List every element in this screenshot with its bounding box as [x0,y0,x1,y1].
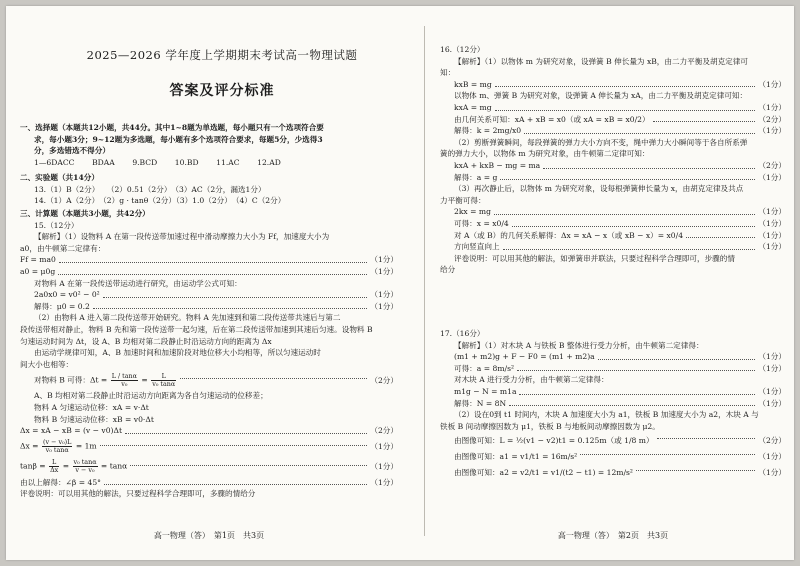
choice-answer: 12.AD [257,157,281,167]
q16-equation: 解得：a = g （1分） [454,172,786,182]
section-choice [20,122,398,168]
q15-equation: 对物料 B 可得：Δt = $\frac{L / \tan\alpha}{\text{v₀}}$ = $\frac{L}{\text{v₀ tanα}}$ （2分） [34,371,398,388]
page-divider [424,26,425,536]
question-15-heading: 15.（12分） [34,220,79,230]
q15-paragraph: a0，由牛顿第二定律有： [20,243,106,253]
q15-equation: Ff = ma0 （1分） [20,255,398,265]
q15-paragraph: 【解析】（1）设物料 A 在第一段传送带加速过程中滑动摩擦力大小为 Ff，加速度大小为 [34,232,330,242]
section-experiment [20,172,398,207]
answer-13: 13.（1）B（2分） （2）0.51（2分） （3）AC（2分，漏选1分） [34,184,266,194]
q15-equation: a0 = μ0g （1分） [20,266,398,276]
q15-paragraph: 段传送带相对静止，物料 B 先和第一段传送带一起匀速，后在第二段传送带加速到其速后匀速。设物料 B [20,324,373,334]
q16-equation: kxA = mg （1分） [454,102,786,112]
right-page [440,6,786,560]
section3-heading: 三、计算题（本题共3小题，共42分） [20,209,150,218]
grading-note: 给分 [440,265,456,275]
q15-paragraph: 对物料 A 在第一段传送带运动进行研究，由运动学公式可知： [34,278,242,288]
q17-paragraph: 【解析】（1）对木块 A 与铁板 B 整体进行受力分析，由牛顿第二定律得： [454,340,704,350]
grading-note: 评卷说明：可以用其他的解法，只要过程科学合理即可，多骤的情给分 [20,489,256,499]
choice-answer: 1—6DACC [34,157,75,167]
q15-equation: tanβ = $\frac{L}{\Delta x}$ = $\frac{\text{v₀ tanα}}{\text{v − v₀}}$ = tanα （1分） [20,458,398,475]
q15-equation: 由以上解得：∠β = 45° （1分） [20,477,398,487]
answer-sheet [6,6,794,560]
q16-paragraph: 力平衡可得： [440,195,486,205]
choice-answer: 11.AC [216,157,240,167]
q16-equation: 2kx = mg （1分） [454,207,786,217]
q17-equation: 由图像可知：L = ½(v1 − v2)t1 = 0.125m（或 1/8 m） （2分） [454,435,786,445]
left-page [20,6,398,560]
grading-note: 评卷说明：可以用其他的解法，如弹簧串并联法，只要过程科学合理即可，步骤的情 [454,253,735,263]
question-16-heading: 16.（12分） [440,45,485,54]
section2-heading: 二、实验题（共14分） [20,173,99,182]
q15-paragraph: 间大小也相等： [20,359,74,369]
q17-equation: (m1 + m2)g + F − F0 = (m1 + m2)a （1分） [454,352,786,362]
q15-paragraph: （2）由物料 A 进入第二段传送带开始研究。物料 A 先加速到和第二段传送带共速后与第二 [34,313,341,323]
q16-paragraph: 【解析】（1）以物体 m 为研究对象，设弹簧 B 伸长量为 xB，由二力平衡及胡克定律可 [454,56,748,66]
q15-equation: 解得：μ0 = 0.2 （1分） [34,301,398,311]
q17-paragraph: 铁板 B 间动摩擦因数为 μ1，铁板 B 与地板间动摩擦因数为 μ2。 [440,421,660,431]
q15-paragraph: 物料 B 匀速运动位移：xB = v0·Δt [34,414,154,424]
choice-answer: BDAA [92,157,115,167]
q16-paragraph: 以物体 m、弹簧 B 为研究对象，设弹簧 A 伸长量为 xA，由二力平衡及胡克定律可知： [454,91,748,101]
q16-paragraph: 知： [440,68,456,78]
answer-key-title: 答案及评分标准 [169,83,275,99]
question-17-heading: 17.（16分） [440,329,485,338]
q16-equation: kxA + kxB − mg = ma （2分） [454,160,786,170]
q16-paragraph: 簧的弹力大小，以物体 m 为研究对象，由牛顿第二定律可知： [440,149,650,159]
section1-heading-cont1: 求，每小题3分；9~12题为多选题，每小题有多个选项符合要求，每题5分，少选得3 [34,134,323,144]
q17-equation: 由图像可知：a1 = v1/t1 = 16m/s² （1分） [454,451,786,461]
q15-equation: Δx = xA − xB = (v − v0)Δt （2分） [20,426,398,436]
question-16 [440,44,786,276]
choice-answers [20,157,398,169]
q16-equation: 可得：x = x0/4 （1分） [454,218,786,228]
q15-equation: 2a0x0 = v0² − 0² （1分） [34,290,398,300]
section1-heading: 一、选择题（本题共12小题，共44分。其中1~8题为单选题，每小题只有一个选项符合要 [20,123,324,132]
q16-equation: 由几何关系可知：xA + xB = x0（或 xA = xB = x0/2） （2分） [454,114,786,124]
question-17 [440,328,786,480]
q17-equation: 由图像可知：a2 = v2/t1 = v1/(t2 − t1) = 12m/s² （1分） [454,467,786,477]
q17-paragraph: （2）设在0到 t1 时间内，木块 A 加速度大小为 a1，铁板 B 加速度大小为 a2，木块 A 与 [454,410,759,420]
q15-paragraph: 物料 A 匀速运动位移：xA = v·Δt [34,402,149,412]
q16-equation: 方向竖直向上 （1分） [454,242,786,252]
q16-equation: kxB = mg （1分） [454,79,786,89]
section-calculation [20,208,398,500]
choice-answer: 9.BCD [132,157,158,167]
q16-equation: 对 A（或 B）的几何关系解得：Δx = xA − x（或 xB − x）= x0/4 （1分） [454,230,786,240]
q16-equation: 解得：k = 2mg/x0 （1分） [454,126,786,136]
page-footer-2: 高一物理（答） 第2页 共3页 [557,531,669,540]
answer-14: 14.（1）A（2分） （2）g · tanθ（2分）（3）1.0（2分） （4）C（2分） [34,196,286,206]
q17-equation: 解得：N = 8N （1分） [454,398,786,408]
q16-paragraph: （2）剪断弹簧瞬间，每段弹簧的弹力大小方向不变，绳中弹力大小瞬间等于各自所系弹 [454,137,748,147]
q17-equation: 可得：a = 8m/s² （1分） [454,363,786,373]
q15-paragraph: 匀速运动时间为 Δt，设 A、B 均相对第二段静止时沿运动方向的距离为 Δx [20,336,272,346]
section1-heading-cont2: 分，多选错选不得分） [34,146,110,156]
q17-paragraph: 对木块 A 进行受力分析，由牛顿第二定律得： [454,375,609,385]
exam-title: 2025—2026 学年度上学期期末考试高一物理试题 [86,48,358,62]
choice-answer: 10.BD [174,157,199,167]
q15-equation: Δx = $\frac{\text{(v − v₀)L}}{\text{v₀ tanα}}$ = 1m （1分） [20,438,398,455]
q16-paragraph: （3）再次静止后，以物体 m 为研究对象，设每根弹簧伸长量为 x，由胡克定律及共点 [454,184,744,194]
q15-paragraph: A、B 均相对第二段静止时沿运动方向距离为各自匀速运动的位移差； [34,391,268,401]
q17-equation: m1g − N = m1a （1分） [454,386,786,396]
page-footer-1: 高一物理（答） 第1页 共3页 [153,531,265,540]
q15-paragraph: 由运动学规律可知，A、B 加速时间和加速阶段对地位移大小均相等，所以匀速运动时 [34,348,321,358]
